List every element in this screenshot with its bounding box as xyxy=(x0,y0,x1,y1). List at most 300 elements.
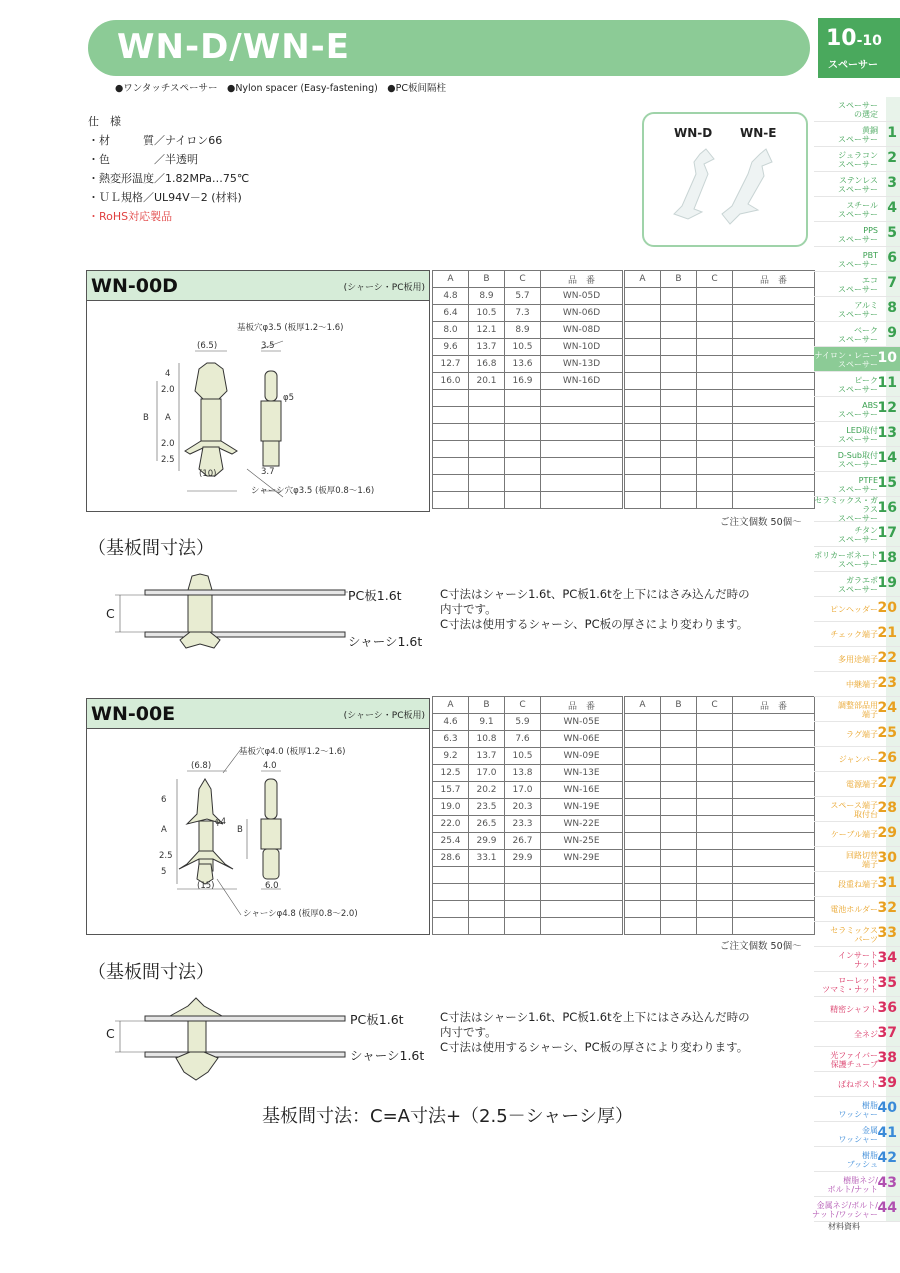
sidebar-item-number: 13 xyxy=(877,425,897,441)
wn00d-header xyxy=(87,271,429,301)
sidebar-item-18[interactable] xyxy=(814,547,900,572)
cell-b: 8.9 xyxy=(469,288,505,305)
cell-c: 5.7 xyxy=(505,288,541,305)
sidebar-item-label xyxy=(810,472,878,497)
cell-c: 13.8 xyxy=(505,765,541,782)
sidebar-label-line1: 回路切替 xyxy=(846,850,878,860)
sidebar-item-38[interactable] xyxy=(814,1047,900,1072)
cell-a: 9.2 xyxy=(433,748,469,765)
table-row xyxy=(433,356,623,373)
sidebar-label-line2: ボルト/ナット xyxy=(827,1184,878,1194)
sidebar-item-number: 30 xyxy=(877,850,897,866)
wn00e-table-right xyxy=(624,696,815,935)
sidebar-label-line1: ABS xyxy=(862,400,878,410)
sidebar-item-39[interactable] xyxy=(814,1072,900,1097)
gap2-note-line1: C寸法はシャーシ1.6t、PC板1.6tを上下にはさみ込んだ時の xyxy=(440,1010,750,1024)
sidebar-item-31[interactable] xyxy=(814,872,900,897)
sidebar-label-line1: 全ネジ xyxy=(854,1030,878,1039)
sidebar-item-2[interactable] xyxy=(814,147,900,172)
sidebar-label-line2: ナット/ワッシャー xyxy=(812,1209,878,1219)
sidebar-item-number: 36 xyxy=(877,1000,897,1016)
cell-part: WN-09E xyxy=(541,748,623,765)
specs-heading: 仕 様 xyxy=(88,115,121,128)
gap2-note-line2: 内寸です。 xyxy=(440,1025,497,1039)
sidebar-item-3[interactable] xyxy=(814,172,900,197)
wn00e-bottom-hole: シャーシφ4.8 (板厚0.8～2.0) xyxy=(243,909,358,919)
table-header-row xyxy=(625,697,815,714)
sidebar-item-42[interactable] xyxy=(814,1147,900,1172)
sidebar-item-30[interactable] xyxy=(814,847,900,872)
sidebar-item-6[interactable] xyxy=(814,247,900,272)
gap2-c-label: C xyxy=(106,1026,115,1041)
sidebar-item-7[interactable] xyxy=(814,272,900,297)
wn00e-dimension-drawing xyxy=(87,729,431,934)
sidebar-item-number: 40 xyxy=(877,1100,897,1116)
cell-part: WN-22E xyxy=(541,816,623,833)
sidebar-label-line1: PPS xyxy=(863,225,878,235)
sidebar-tab-marker xyxy=(886,97,900,121)
cell-b: 13.7 xyxy=(469,748,505,765)
sidebar-label-line1: 黄銅 xyxy=(862,125,878,135)
sidebar-item-33[interactable] xyxy=(814,922,900,947)
gap1-note-line2: 内寸です。 xyxy=(440,602,497,616)
sidebar-item-23[interactable] xyxy=(814,672,900,697)
cell-a: 12.7 xyxy=(433,356,469,373)
table-row xyxy=(433,782,623,799)
sidebar-label-line2: スペーサー xyxy=(838,434,878,444)
wn00e-dim-width1: (6.8) xyxy=(191,761,212,771)
spec-color: ・色 ／半透明 xyxy=(88,153,198,166)
sidebar-item-number: 18 xyxy=(877,550,897,566)
sidebar-item-13[interactable] xyxy=(814,422,900,447)
cell-a: 28.6 xyxy=(433,850,469,867)
col-header-part: 品 番 xyxy=(541,697,623,714)
spec-heat: ・熱変形温度／1.82MPa…75℃ xyxy=(88,172,250,185)
sidebar-item-number: 44 xyxy=(877,1200,897,1216)
sidebar-item-number: 16 xyxy=(877,500,897,516)
sidebar-label-line2: ワッシャー xyxy=(838,1134,878,1144)
sidebar-label-line2: 取付台 xyxy=(854,809,878,819)
col-header-b: B xyxy=(661,697,697,714)
sidebar-item-number: 32 xyxy=(877,900,897,916)
cell-c: 8.9 xyxy=(505,322,541,339)
sidebar-item-label xyxy=(810,1072,878,1097)
sidebar-item-25[interactable] xyxy=(814,722,900,747)
sidebar-label-line1: ローレット xyxy=(838,975,878,985)
sidebar-item-label xyxy=(810,1172,878,1197)
wn00e-order-qty: ご注文個数 50個～ xyxy=(720,941,802,952)
wn00d-order-qty: ご注文個数 50個～ xyxy=(720,517,802,528)
sidebar-item-8[interactable] xyxy=(814,297,900,322)
sidebar-item-21[interactable] xyxy=(814,622,900,647)
table-row xyxy=(433,424,623,441)
sidebar-item-number: 12 xyxy=(877,400,897,416)
sidebar-item-label xyxy=(810,822,878,847)
sidebar-label-line1: 樹脂 xyxy=(862,1100,878,1110)
cell-b: 10.5 xyxy=(469,305,505,322)
sidebar-label-line2: スペーサー xyxy=(838,209,878,219)
sidebar-item-label xyxy=(810,372,878,397)
cell-c: 23.3 xyxy=(505,816,541,833)
spec-ul: ・ＵＬ規格／UL94V－2 (材料) xyxy=(88,191,242,204)
sidebar-item-28[interactable] xyxy=(814,797,900,822)
gap1-note xyxy=(440,587,750,632)
sidebar-label-line2: スペーサー xyxy=(838,159,878,169)
sidebar-item-label xyxy=(810,722,878,747)
sidebar-item-number: 6 xyxy=(887,250,897,266)
wn00e-dim-h6: 6 xyxy=(161,795,167,805)
wn00d-usage: (シャーシ・PC板用) xyxy=(343,283,425,293)
sidebar-item-12[interactable] xyxy=(814,397,900,422)
sidebar-label-line1: ベーク xyxy=(854,325,878,335)
sidebar-label-line1: ナイロン・レニー xyxy=(814,350,878,360)
cell-part: WN-29E xyxy=(541,850,623,867)
cell-a: 22.0 xyxy=(433,816,469,833)
gap1-chassis-label: シャーシ1.6t xyxy=(348,634,423,649)
sidebar-item-number: 26 xyxy=(877,750,897,766)
table-row xyxy=(433,765,623,782)
sidebar-item-number: 29 xyxy=(877,825,897,841)
sidebar-label-line2: スペーサー xyxy=(838,234,878,244)
sidebar-item-number: 15 xyxy=(877,475,897,491)
sidebar-item-label xyxy=(810,272,878,297)
sidebar-item-label xyxy=(810,847,878,872)
sidebar-label-line1: ポリカーボネート xyxy=(814,550,878,560)
wn00e-top-hole: 基板穴φ4.0 (板厚1.2～1.6) xyxy=(239,747,346,757)
sidebar-item-9[interactable] xyxy=(814,322,900,347)
sidebar-item-5[interactable] xyxy=(814,222,900,247)
sidebar-item-11[interactable] xyxy=(814,372,900,397)
sidebar-item-number: 25 xyxy=(877,725,897,741)
sidebar-item-number: 14 xyxy=(877,450,897,466)
cell-b: 16.8 xyxy=(469,356,505,373)
table-header-row xyxy=(433,271,623,288)
sidebar-label-line1: PTFE xyxy=(858,475,878,485)
sidebar-label-line1: 電池ホルダー xyxy=(830,905,878,914)
sidebar-item-label xyxy=(810,247,878,272)
cell-part: WN-08D xyxy=(541,322,623,339)
sidebar-label-line1: スペーサー xyxy=(838,100,878,110)
col-header-a: A xyxy=(625,271,661,288)
wn00d-dim-h2a: 2.0 xyxy=(161,385,175,395)
cell-part: WN-16E xyxy=(541,782,623,799)
gap2-pc-label: PC板1.6t xyxy=(350,1012,404,1027)
cell-part: WN-25E xyxy=(541,833,623,850)
sidebar-item-label xyxy=(810,222,878,247)
sidebar-item-35[interactable] xyxy=(814,972,900,997)
sidebar-item-label xyxy=(810,1147,878,1172)
wn00d-dim-width10: (10) xyxy=(199,469,217,479)
sidebar-item-14[interactable] xyxy=(814,447,900,472)
sidebar-item-37[interactable] xyxy=(814,1022,900,1047)
cell-part: WN-13D xyxy=(541,356,623,373)
col-header-c: C xyxy=(505,697,541,714)
cell-b: 33.1 xyxy=(469,850,505,867)
sidebar-label-line1: ピーク xyxy=(854,375,878,385)
sidebar-label-line2: スペーサー xyxy=(838,359,878,369)
sidebar-item-number: 31 xyxy=(877,875,897,891)
sidebar-label-line1: 電源端子 xyxy=(846,780,878,789)
sidebar-item-22[interactable] xyxy=(814,647,900,672)
wn00e-drawing-box xyxy=(86,698,430,935)
sidebar-label-line1: アルミ xyxy=(854,300,878,310)
sidebar-label-line2: スペーサー xyxy=(838,514,878,523)
sidebar-item-label xyxy=(810,122,878,147)
cell-b: 29.9 xyxy=(469,833,505,850)
sidebar-label-line2: スペーサー xyxy=(838,534,878,544)
table-row xyxy=(433,288,623,305)
sidebar-item-number: 23 xyxy=(877,675,897,691)
wn00d-dim-h2b: 2.0 xyxy=(161,439,175,449)
sidebar-label-line1: エコ xyxy=(862,275,878,285)
cell-a: 12.5 xyxy=(433,765,469,782)
cell-b: 12.1 xyxy=(469,322,505,339)
cell-a: 25.4 xyxy=(433,833,469,850)
sidebar-label-line1: 光ファイバー xyxy=(830,1050,878,1060)
sidebar-item-label xyxy=(810,522,878,547)
wn00d-top-hole: 基板穴φ3.5 (板厚1.2～1.6) xyxy=(237,323,344,333)
sidebar-item-number: 39 xyxy=(877,1075,897,1091)
sidebar-label-line1: スペース端子 xyxy=(830,800,878,810)
sidebar-item-number: 7 xyxy=(887,275,897,291)
cell-a: 6.4 xyxy=(433,305,469,322)
sidebar-label-line1: チタン xyxy=(854,525,878,535)
sidebar-label-line1: 段重ね端子 xyxy=(838,880,878,889)
sidebar-item-label xyxy=(810,1047,878,1072)
sidebar-item-40[interactable] xyxy=(814,1097,900,1122)
sidebar-item-label xyxy=(810,922,878,947)
col-header-b: B xyxy=(469,271,505,288)
sidebar-item-label xyxy=(810,597,878,622)
table-row xyxy=(433,816,623,833)
sidebar-label-line2: ワッシャー xyxy=(838,1109,878,1119)
gap2-note-line3: C寸法は使用するシャーシ、PC板の厚さにより変わります。 xyxy=(440,1040,749,1054)
gap2-chassis-label: シャーシ1.6t xyxy=(350,1048,425,1063)
sidebar-label-line2: スペーサー xyxy=(838,134,878,144)
cell-c: 10.5 xyxy=(505,339,541,356)
table-row xyxy=(433,373,623,390)
sidebar-item-44[interactable] xyxy=(814,1197,900,1222)
sidebar-label-line1: ピンヘッダー xyxy=(830,605,878,614)
sidebar-item-label xyxy=(810,447,878,472)
sidebar-item-label xyxy=(810,1097,878,1122)
cell-c: 7.6 xyxy=(505,731,541,748)
sidebar-item-label xyxy=(810,197,878,222)
table-row xyxy=(433,322,623,339)
cell-b: 20.2 xyxy=(469,782,505,799)
sidebar-item-number: 42 xyxy=(877,1150,897,1166)
sidebar-item-label xyxy=(810,622,878,647)
sidebar-item-label xyxy=(810,647,878,672)
wn00e-dim-width15: (15) xyxy=(197,881,215,891)
sidebar-item-number: 4 xyxy=(887,200,897,216)
table-row xyxy=(433,731,623,748)
sidebar-item-24[interactable] xyxy=(814,697,900,722)
sidebar-item-label xyxy=(810,172,878,197)
sidebar-footer: 材料資料 xyxy=(828,1222,860,1231)
photo-label-e: WN-E xyxy=(740,126,777,140)
wn00d-table-right xyxy=(624,270,815,509)
wn00e-dim-b: B xyxy=(237,825,243,835)
table-row xyxy=(433,407,623,424)
cell-b: 17.0 xyxy=(469,765,505,782)
sidebar-label-line2: ツマミ・ナット xyxy=(822,984,878,994)
sidebar-label-line2: 保護チューブ xyxy=(830,1059,878,1069)
gap1-pc-label: PC板1.6t xyxy=(348,588,402,603)
product-photo xyxy=(642,112,808,247)
sidebar-item-1[interactable] xyxy=(814,122,900,147)
gap1-note-line3: C寸法は使用するシャーシ、PC板の厚さにより変わります。 xyxy=(440,617,749,631)
sidebar-item-10[interactable] xyxy=(814,347,900,372)
sidebar-label-line1: 精密シャフト xyxy=(830,1005,878,1014)
wn00e-dim-width2: 4.0 xyxy=(263,761,277,771)
cell-c: 5.9 xyxy=(505,714,541,731)
sidebar-item-17[interactable] xyxy=(814,522,900,547)
spec-rohs: ・RoHS対応製品 xyxy=(88,210,173,223)
table-row xyxy=(433,884,623,901)
cell-a: 6.3 xyxy=(433,731,469,748)
sidebar-item-34[interactable] xyxy=(814,947,900,972)
sidebar-label-line2: パーツ xyxy=(854,934,878,944)
sidebar-label-line2: スペーサー xyxy=(838,284,878,294)
sidebar-item-label xyxy=(810,1122,878,1147)
col-header-a: A xyxy=(625,697,661,714)
col-header-b: B xyxy=(469,697,505,714)
sidebar-label-line1: スチール xyxy=(846,200,878,210)
spec-material: ・材 質／ナイロン66 xyxy=(88,134,223,147)
sidebar-item-number: 21 xyxy=(877,625,897,641)
sidebar-item-label xyxy=(810,547,878,572)
sidebar-label-line2: スペーサー xyxy=(838,584,878,594)
cell-b: 10.8 xyxy=(469,731,505,748)
cell-c: 20.3 xyxy=(505,799,541,816)
wn00d-name: WN-00D xyxy=(91,275,178,297)
sidebar-label-line1: ステンレス xyxy=(839,175,878,185)
sidebar-item-label xyxy=(810,972,878,997)
sidebar-item-label xyxy=(810,97,878,122)
table-row xyxy=(433,339,623,356)
sidebar-item-number: 5 xyxy=(887,225,897,241)
sidebar-item-label xyxy=(810,422,878,447)
sidebar-item-20[interactable] xyxy=(814,597,900,622)
sidebar-item-number: 35 xyxy=(877,975,897,991)
sidebar-item-label xyxy=(810,347,878,372)
sidebar-item-15[interactable] xyxy=(814,472,900,497)
cell-part: WN-06D xyxy=(541,305,623,322)
sidebar-item-label xyxy=(810,747,878,772)
sidebar-item-number: 27 xyxy=(877,775,897,791)
sidebar-item-29[interactable] xyxy=(814,822,900,847)
sidebar-item-number: 19 xyxy=(877,575,897,591)
wn00e-table-left xyxy=(432,696,623,935)
sidebar-label-line1: 調整部品用 xyxy=(838,700,878,710)
sidebar-item-selection[interactable] xyxy=(814,97,900,122)
cell-b: 26.5 xyxy=(469,816,505,833)
wn00d-dim-width1: (6.5) xyxy=(197,341,218,351)
sidebar-item-26[interactable] xyxy=(814,747,900,772)
sidebar-item-number: 9 xyxy=(887,325,897,341)
page-number-sub: -10 xyxy=(856,33,882,49)
sidebar-item-label xyxy=(810,772,878,797)
sidebar-item-number: 1 xyxy=(887,125,897,141)
sidebar-item-16[interactable] xyxy=(814,497,900,522)
sidebar-item-41[interactable] xyxy=(814,1122,900,1147)
wn00e-dim-a: A xyxy=(161,825,167,835)
cell-a: 9.6 xyxy=(433,339,469,356)
cell-c: 26.7 xyxy=(505,833,541,850)
wn00e-dim-h25: 2.5 xyxy=(159,851,173,861)
gap1-note-line1: C寸法はシャーシ1.6t、PC板1.6tを上下にはさみ込んだ時の xyxy=(440,587,750,601)
table-row xyxy=(433,458,623,475)
sidebar-item-27[interactable] xyxy=(814,772,900,797)
table-row xyxy=(433,714,623,731)
sidebar-item-32[interactable] xyxy=(814,897,900,922)
col-header-a: A xyxy=(433,271,469,288)
col-header-c: C xyxy=(697,271,733,288)
sidebar-item-label xyxy=(810,572,878,597)
sidebar-label-line1: ジャンパー xyxy=(838,755,878,764)
sidebar-label-line1: PBT xyxy=(862,250,878,260)
spacer-photo-image xyxy=(644,114,806,245)
col-header-b: B xyxy=(661,271,697,288)
sidebar-item-number: 24 xyxy=(877,700,897,716)
wn00e-header xyxy=(87,699,429,729)
cell-part: WN-06E xyxy=(541,731,623,748)
cell-part: WN-05E xyxy=(541,714,623,731)
col-header-a: A xyxy=(433,697,469,714)
sidebar-label-line2: スペーサー xyxy=(838,459,878,469)
sidebar-item-19[interactable] xyxy=(814,572,900,597)
sidebar-item-label xyxy=(810,797,878,822)
cell-a: 8.0 xyxy=(433,322,469,339)
col-header-c: C xyxy=(697,697,733,714)
sidebar-item-36[interactable] xyxy=(814,997,900,1022)
sidebar-label-line2: スペーサー xyxy=(838,409,878,419)
cell-a: 4.8 xyxy=(433,288,469,305)
wn00e-usage: (シャーシ・PC板用) xyxy=(343,711,425,721)
wn00d-drawing-box xyxy=(86,270,430,512)
sidebar-item-label xyxy=(810,297,878,322)
cell-c: 29.9 xyxy=(505,850,541,867)
cell-b: 20.1 xyxy=(469,373,505,390)
sidebar-item-43[interactable] xyxy=(814,1172,900,1197)
wn00e-dim-width60: 6.0 xyxy=(265,881,279,891)
sidebar-item-label xyxy=(810,997,878,1022)
sidebar-label-line1: 樹脂 xyxy=(862,1150,878,1160)
sidebar-item-number: 8 xyxy=(887,300,897,316)
cell-part: WN-16D xyxy=(541,373,623,390)
sidebar-item-label xyxy=(810,672,878,697)
gap1-heading: （基板間寸法） xyxy=(88,538,214,559)
wn00d-dim-a: A xyxy=(165,413,171,423)
sidebar-item-number: 17 xyxy=(877,525,897,541)
sidebar-label-line2: 端子 xyxy=(862,859,878,869)
sidebar-label-line1: LED取付 xyxy=(846,425,878,435)
sidebar-label-line2: ナット xyxy=(854,959,878,969)
table-row xyxy=(433,918,623,935)
cell-c: 16.9 xyxy=(505,373,541,390)
cell-a: 16.0 xyxy=(433,373,469,390)
sidebar-label-line1: ばねポスト xyxy=(838,1080,878,1089)
category-label: スペーサー xyxy=(828,60,878,71)
sidebar-label-line1: ケーブル端子 xyxy=(830,830,878,839)
sidebar-label-line1: インサート xyxy=(838,950,878,960)
sidebar-label-line1: 樹脂ネジ/ xyxy=(843,1175,878,1185)
cell-a: 4.6 xyxy=(433,714,469,731)
sidebar-item-4[interactable] xyxy=(814,197,900,222)
col-header-c: C xyxy=(505,271,541,288)
gap2-note xyxy=(440,1010,750,1055)
